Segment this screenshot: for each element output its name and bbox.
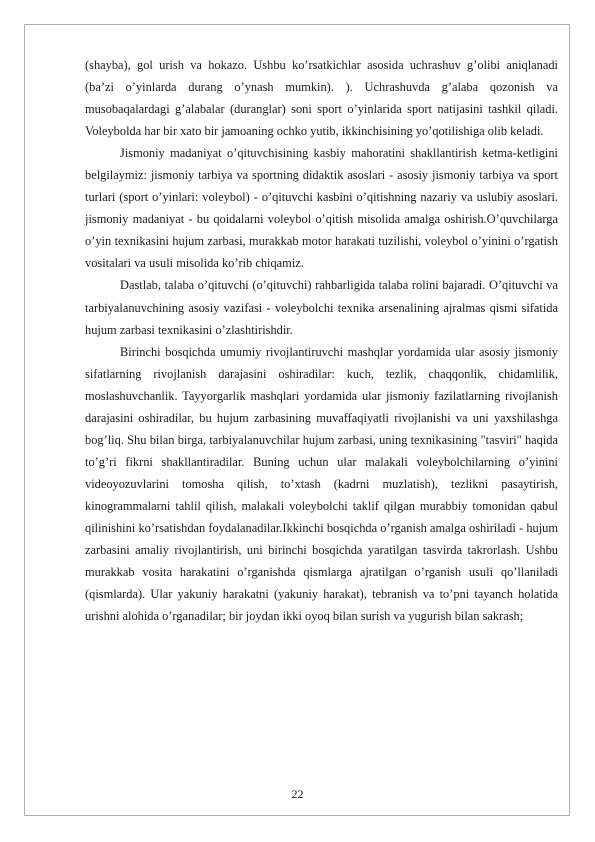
paragraph-3: Dastlab, talaba o’qituvchi (o’qituvchi) rahbarligida talaba rolini bajaradi. O’qituvchi va tarbiyalanuvchining asosiy vazifasi - voleybolchi texnika arsenalining ajralmas qismi sifatida hujum zarbasi texnikasini o’zlashtirishdir. [85,278,558,337]
paragraph-1: (shayba), gol urish va hokazo. Ushbu ko’rsatkichlar asosida uchrashuv g’olibi aniqlanadi (ba’zi o’yinlarda durang o’ynash mumkin). ). Uchrashuvda g’alaba qozonish va musobaqalardagi g’alabalar (duranglar) soni sport o’yinlarida sport natijasini tashkil qiladi. Voleybolda har bir xato bir jamoaning ochko yutib, ikkinchisining yo’qotilishiga olib keladi. [85,58,558,139]
paragraph-2: Jismoniy madaniyat o’qituvchisining kasbiy mahoratini shakllantirish ketma-ketligini belgilaymiz: jismoniy tarbiya va sportning didaktik asoslari - asosiy jismoniy tarbiya va sport turlari (sport o’yinlari: voleybol) - o’qituvchi kasbini o’qitishning nazariy va uslubiy asoslari. jismoniy madaniyat - bu qoidalarni voleybol o’qitish misolida amalga oshirish.O’quvchilarga o’yin texnikasini hujum zarbasi, murakkab motor harakati tuzilishi, voleybol o’yinini o’rgatish vositalari va usuli misolida ko’rib chiqamiz. [85,146,558,271]
body-text [85,54,558,627]
paragraph-4: Birinchi bosqichda umumiy rivojlantiruvchi mashqlar yordamida ular asosiy jismoniy sifatlarning rivojlanish darajasini oshiradilar: kuch, tezlik, chaqqonlik, chidamlilik, moslashuvchanlik. Tayyorgarlik mashqlari yordamida ular jismoniy fazilatlarning rivojlanish darajasini oshiradilar, bu hujum zarbasining muvaffaqiyatli rivojlanishi va uni yaxshilashga bog’liq. Shu bilan birga, tarbiyalanuvchilar hujum zarbasi, uning texnikasining "tasviri" haqida to’g’ri fikrni shakllantiradilar. Buning uchun ular malakali voleybolchilarning o’yinini videoyozuvlarini tomosha qilish, to’xtash (kadrni muzlatish), tezlikni pasaytirish, kinogrammalarni tahlil qilish, malakali voleybolchi taklif qilgan murabbiy tomonidan qabul qilinishini ko’rsatishdan foydalanadilar.Ikkinchi bosqichda o’rganish amalga oshiriladi - hujum zarbasini amaliy rivojlantirish, uni birinchi bosqichda yaratilgan tasvirda takrorlash. Ushbu murakkab vosita harakatini o’rganishda qismlarga ajratilgan o’rganish usuli qo’llaniladi (qismlarda). Ular yakuniy harakatni (yakuniy harakat), tebranish va to’pni tayanch holatida urishni alohida o’rganadilar; bir joydan ikki oyoq bilan surish va yugurish bilan sakrash; [85,344,558,624]
page-number: 22 [291,787,304,801]
